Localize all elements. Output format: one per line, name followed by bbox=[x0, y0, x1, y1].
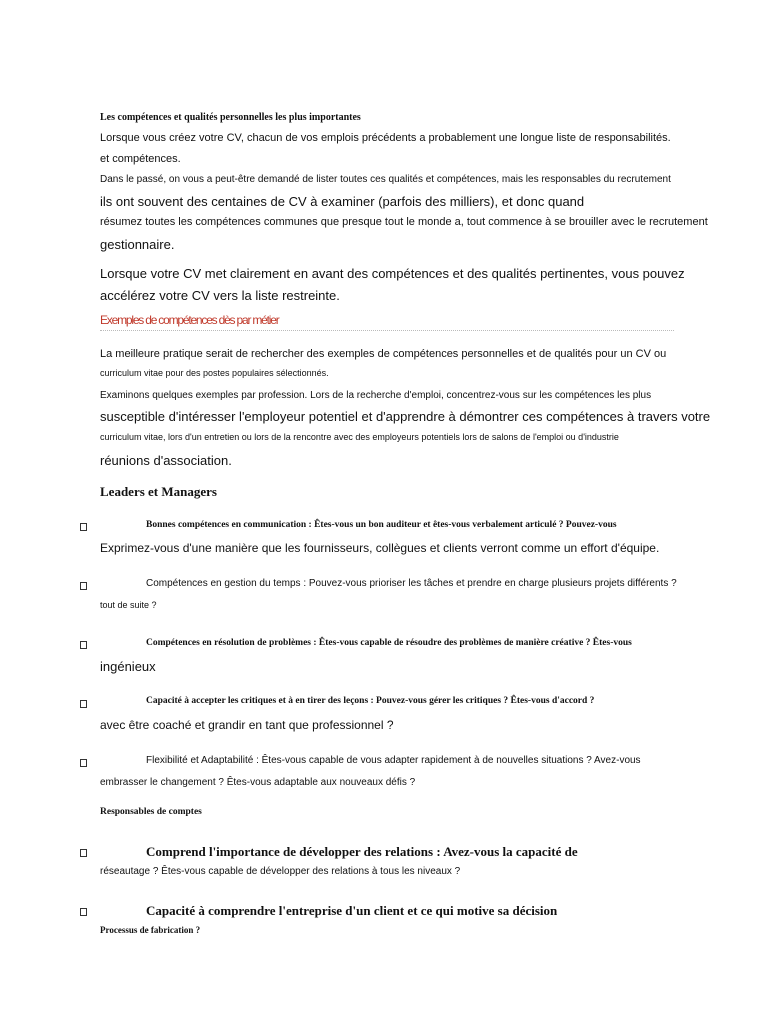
list-item-continuation: embrasser le changement ? Êtes-vous adaptable aux nouveaux défis ? bbox=[100, 777, 416, 788]
checkbox-bullet-icon bbox=[80, 908, 87, 916]
list-item-title: Compétences en gestion du temps : Pouvez-vous prioriser les tâches et prendre en charge plusieurs projets différents ? bbox=[146, 578, 677, 589]
paragraph-line: Dans le passé, on vous a peut-être demandé de lister toutes ces qualités et compétences, mais les responsables du recrutement bbox=[100, 174, 671, 185]
list-item-title: Bonnes compétences en communication : Êtes-vous un bon auditeur et êtes-vous verbalement articulé ? Pouvez-vous bbox=[146, 520, 617, 530]
list-item-continuation: ingénieux bbox=[100, 659, 156, 674]
list-item-continuation: Exprimez-vous d'une manière que les fournisseurs, collègues et clients verront comme un effort d'équipe. bbox=[100, 541, 660, 555]
list-item-continuation: avec être coaché et grandir en tant que professionnel ? bbox=[100, 718, 394, 732]
list-item-title: Compétences en résolution de problèmes : Êtes-vous capable de résoudre des problèmes de manière créative ? Êtes-vous bbox=[146, 638, 632, 648]
list-item-continuation: réseautage ? Êtes-vous capable de développer des relations à tous les niveaux ? bbox=[100, 866, 461, 877]
paragraph-line: Lorsque vous créez votre CV, chacun de vos emplois précédents a probablement une longue liste de responsabilités. bbox=[100, 132, 671, 144]
paragraph-line: ils ont souvent des centaines de CV à examiner (parfois des milliers), et donc quand bbox=[100, 194, 585, 209]
paragraph-line: Lorsque votre CV met clairement en avant des compétences et des qualités pertinentes, vous pouvez bbox=[100, 266, 685, 281]
list-item-continuation: tout de suite ? bbox=[100, 600, 157, 610]
heading-leaders-managers: Leaders et Managers bbox=[100, 484, 217, 499]
paragraph-line: résumez toutes les compétences communes que presque tout le monde a, tout commence à se brouiller avec le recrutement bbox=[100, 216, 708, 228]
checkbox-bullet-icon bbox=[80, 700, 87, 708]
paragraph-line: réunions d'association. bbox=[100, 453, 232, 468]
list-item-title: Flexibilité et Adaptabilité : Êtes-vous capable de vous adapter rapidement à de nouvelles situations ? Avez-vous bbox=[146, 755, 641, 766]
paragraph-line: susceptible d'intéresser l'employeur potentiel et d'apprendre à démontrer ces compétences à travers votre bbox=[100, 409, 711, 424]
dotted-divider bbox=[100, 330, 674, 331]
paragraph-line: gestionnaire. bbox=[100, 237, 175, 252]
paragraph-line: curriculum vitae pour des postes populaires sélectionnés. bbox=[100, 368, 329, 378]
checkbox-bullet-icon bbox=[80, 582, 87, 590]
paragraph-line: Examinons quelques exemples par profession. Lors de la recherche d'emploi, concentrez-vous sur les compétences les plus bbox=[100, 390, 652, 401]
paragraph-line: accélérez votre CV vers la liste restreinte. bbox=[100, 288, 340, 303]
paragraph-line: La meilleure pratique serait de rechercher des exemples de compétences personnelles et de qualités pour un CV ou bbox=[100, 348, 667, 360]
list-item-title: Capacité à comprendre l'entreprise d'un client et ce qui motive sa décision bbox=[146, 903, 558, 918]
list-item-title: Comprend l'importance de développer des relations : Avez-vous la capacité de bbox=[146, 844, 578, 859]
checkbox-bullet-icon bbox=[80, 849, 87, 857]
checkbox-bullet-icon bbox=[80, 641, 87, 649]
heading-account-managers: Responsables de comptes bbox=[100, 807, 202, 817]
list-item-continuation: Processus de fabrication ? bbox=[100, 925, 201, 935]
paragraph-line: curriculum vitae, lors d'un entretien ou lors de la rencontre avec des employeurs potentiels lors de salons de l'emploi ou d'industrie bbox=[100, 432, 619, 442]
checkbox-bullet-icon bbox=[80, 759, 87, 767]
heading-skill-examples: Exemples de compétences dès par métier bbox=[100, 313, 279, 327]
checkbox-bullet-icon bbox=[80, 523, 87, 531]
list-item-title: Capacité à accepter les critiques et à en tirer des leçons : Pouvez-vous gérer les critiques ? Êtes-vous d'accord ? bbox=[146, 696, 595, 706]
paragraph-line: et compétences. bbox=[100, 153, 181, 165]
heading-important-skills: Les compétences et qualités personnelles les plus importantes bbox=[100, 112, 361, 123]
